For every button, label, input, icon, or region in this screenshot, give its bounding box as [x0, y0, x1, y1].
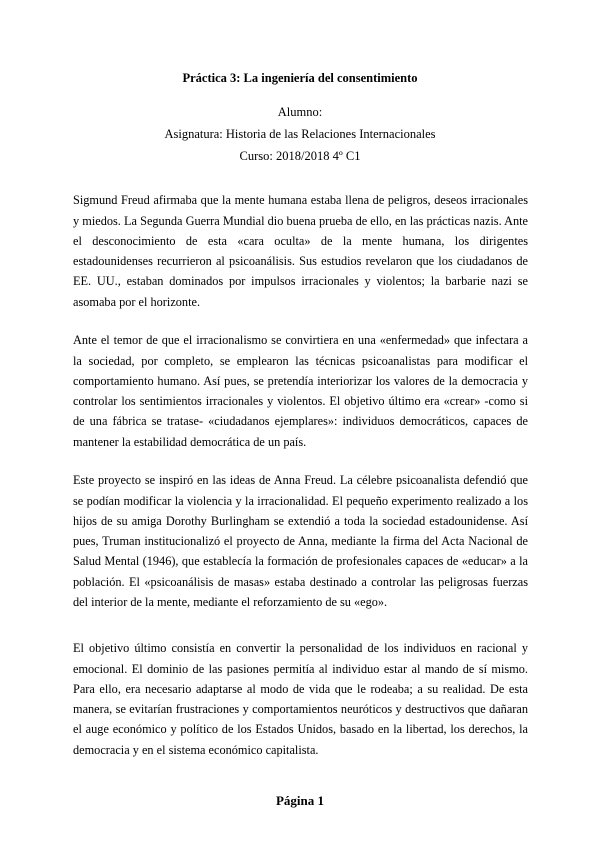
body-paragraph-1: Sigmund Freud afirmaba que la mente humana estaba llena de peligros, deseos irracionales y miedos. La Segunda Guerra Mundial dio buena prueba de ello, en las prácticas nazis. Ante el desconocimiento de esta «cara oculta» de la mente humana, los dirigentes estadounidenses recurrieron al psicoanálisis. Sus estudios revelaron que los ciudadanos de EE. UU., estaban dominados por impulsos irracionales y violentos; la barbarie nazi se asomaba por el horizonte. [73, 193, 528, 309]
document-title: Práctica 3: La ingeniería del consentimiento [182, 71, 418, 85]
course-line: Curso: 2018/2018 4º C1 [239, 149, 361, 163]
student-line: Alumno: [277, 105, 323, 119]
body-paragraph-3: Este proyecto se inspiró en las ideas de Anna Freud. La célebre psicoanalista defendió que se podían modificar la violencia y la irracionalidad. El pequeño experimento realizado a los hijos de su amiga Dorothy Burlingham se extendió a toda la sociedad estadounidense. Así pues, Truman institucionalizó el proyecto de Anna, mediante la firma del Acta Nacional de Salud Mental (1946), que establecía la formación de profesionales capaces de «educar» a la población. El «psicoanálisis de masas» estaba destinado a controlar las peligrosas fuerzas del interior de la mente, mediante el reforzamiento de su «ego». [73, 473, 528, 610]
page-number: Página 1 [275, 793, 325, 808]
subject-line: Asignatura: Historia de las Relaciones Internacionales [164, 127, 436, 141]
body-paragraph-2: Ante el temor de que el irracionalismo se convirtiera en una «enfermedad» que infectara a la sociedad, por completo, se emplearon las técnicas psicoanalistas para modificar el comportamiento humano. Así pues, se pretendía interiorizar los valores de la democracia y controlar los sentimientos irracionales y violentos. El objetivo último era «crear» -como si de una fábrica se tratase- «ciudadanos ejemplares»: individuos democráticos, capaces de mantener la estabilidad democrática de un país. [73, 333, 528, 449]
body-paragraph-4: El objetivo último consistía en convertir la personalidad de los individuos en racional y emocional. El dominio de las pasiones permitía al individuo estar al mando de sí mismo. Para ello, era necesario adaptarse al modo de vida que le rodeaba; a su realidad. De esta manera, se evitarían frustraciones y comportamientos neuróticos y destructivos que dañaran el auge económico y político de los Estados Unidos, basado en la libertad, los derechos, la democracia y en el sistema económico capitalista. [73, 641, 528, 757]
